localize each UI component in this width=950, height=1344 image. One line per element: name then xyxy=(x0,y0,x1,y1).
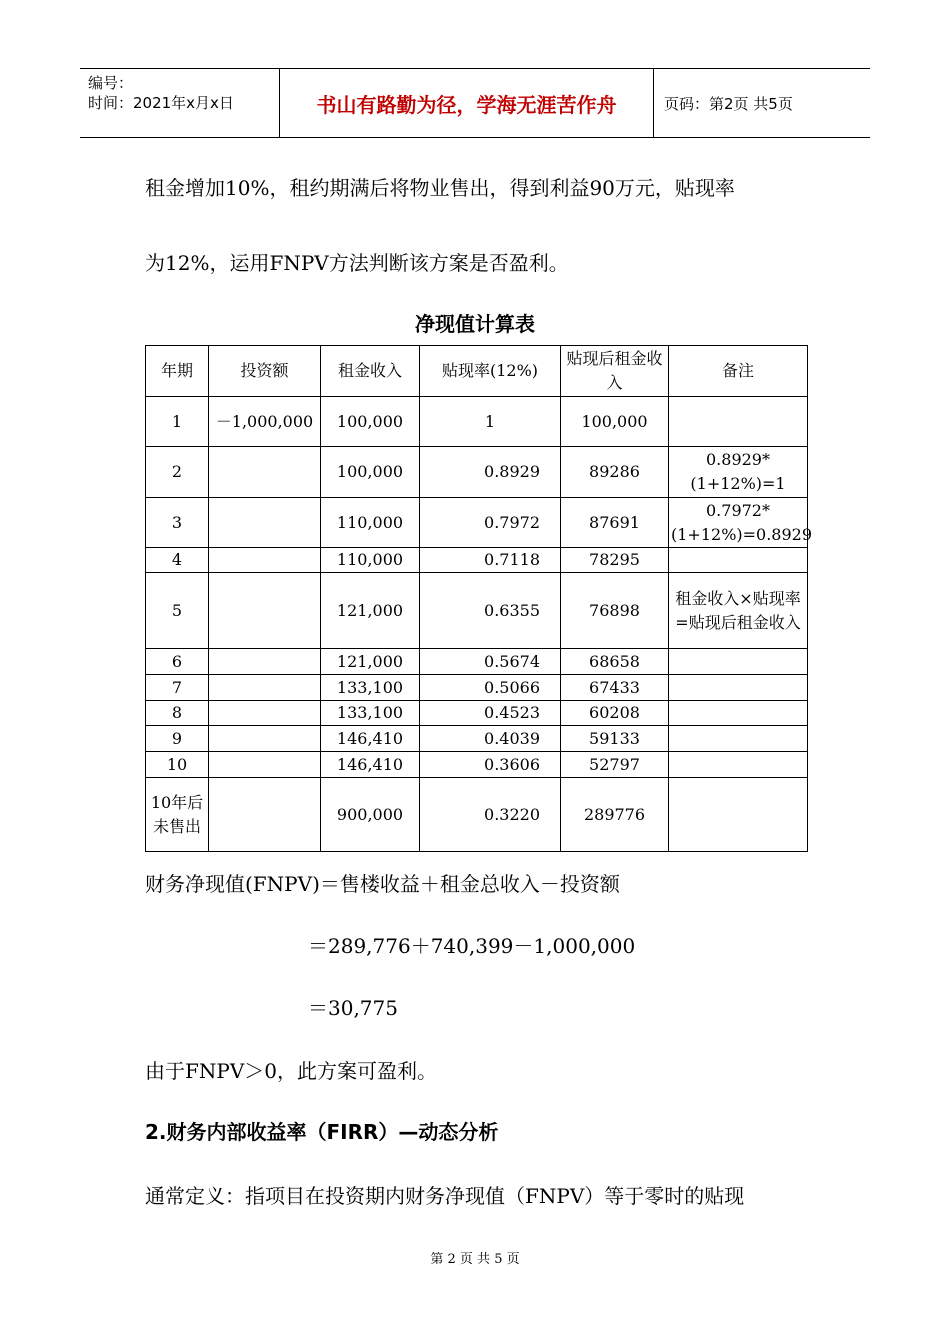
header-meta xyxy=(80,69,280,137)
cell-year: 1 xyxy=(146,397,209,447)
table-row xyxy=(146,573,808,649)
intro-line-2: 为12%，运用FNPV方法判断该方案是否盈利。 xyxy=(145,251,569,275)
cell-discounted: 68658 xyxy=(561,649,669,675)
cell-discounted: 76898 xyxy=(561,573,669,649)
table-header-row xyxy=(146,346,808,397)
cell-investment: －1,000,000 xyxy=(209,397,321,447)
cell-note xyxy=(669,675,808,701)
cell-year: 6 xyxy=(146,649,209,675)
cell-investment xyxy=(209,701,321,726)
cell-rate: 0.7118 xyxy=(420,548,561,573)
cell-investment xyxy=(209,726,321,752)
cell-rent: 146,410 xyxy=(321,726,420,752)
cell-investment xyxy=(209,649,321,675)
col-header-year: 年期 xyxy=(146,346,209,397)
col-header-discounted: 贴现后租金收入 xyxy=(561,346,669,397)
cell-rent: 110,000 xyxy=(321,548,420,573)
table-row xyxy=(146,726,808,752)
cell-rate: 0.3606 xyxy=(420,752,561,778)
cell-rent: 133,100 xyxy=(321,701,420,726)
cell-note: 0.7972*(1+12%)=0.8929 xyxy=(669,498,808,548)
cell-rate: 0.6355 xyxy=(420,573,561,649)
page-header xyxy=(80,68,870,138)
calc-line-2: ＝289,776＋740,399－1,000,000 xyxy=(308,934,636,958)
cell-note xyxy=(669,701,808,726)
conclusion: 由于FNPV＞0，此方案可盈利。 xyxy=(145,1059,438,1083)
cell-rate: 1 xyxy=(420,397,561,447)
cell-rent: 100,000 xyxy=(321,397,420,447)
cell-rate: 0.4039 xyxy=(420,726,561,752)
cell-discounted: 100,000 xyxy=(561,397,669,447)
header-page-code: 页码：第2页 共5页 xyxy=(664,94,793,113)
cell-note: 0.8929*(1+12%)=1 xyxy=(669,447,808,498)
cell-investment xyxy=(209,548,321,573)
cell-rate: 0.3220 xyxy=(420,778,561,852)
cell-note xyxy=(669,752,808,778)
section-heading: 2.财务内部收益率（FIRR）—动态分析 xyxy=(145,1120,499,1144)
cell-year: 7 xyxy=(146,675,209,701)
col-header-note: 备注 xyxy=(669,346,808,397)
cell-investment xyxy=(209,752,321,778)
cell-rent: 133,100 xyxy=(321,675,420,701)
cell-rate: 0.5674 xyxy=(420,649,561,675)
col-header-investment: 投资额 xyxy=(209,346,321,397)
table-row xyxy=(146,649,808,675)
cell-rent: 110,000 xyxy=(321,498,420,548)
table-row xyxy=(146,498,808,548)
cell-year: 4 xyxy=(146,548,209,573)
calc-line-3: ＝30,775 xyxy=(308,996,398,1020)
number-label: 编号： xyxy=(88,74,134,92)
calc-line-1: 财务净现值(FNPV)＝售楼收益＋租金总收入－投资额 xyxy=(145,872,620,896)
cell-rent: 100,000 xyxy=(321,447,420,498)
cell-note: 租金收入×贴现率=贴现后租金收入 xyxy=(669,573,808,649)
cell-investment xyxy=(209,675,321,701)
cell-rate: 0.5066 xyxy=(420,675,561,701)
cell-investment xyxy=(209,573,321,649)
col-header-rate: 贴现率(12%) xyxy=(420,346,561,397)
cell-rent: 146,410 xyxy=(321,752,420,778)
time-label: 时间：2021年x月x日 xyxy=(88,94,234,112)
cell-rent: 121,000 xyxy=(321,573,420,649)
cell-rent: 121,000 xyxy=(321,649,420,675)
cell-rate: 0.7972 xyxy=(420,498,561,548)
cell-note xyxy=(669,649,808,675)
npv-table xyxy=(145,345,813,852)
header-motto: 书山有路勤为径，学海无涯苦作舟 xyxy=(280,69,654,137)
cell-discounted: 89286 xyxy=(561,447,669,498)
cell-discounted: 59133 xyxy=(561,726,669,752)
page-footer: 第 2 页 共 5 页 xyxy=(430,1252,520,1267)
cell-investment xyxy=(209,498,321,548)
cell-discounted: 289776 xyxy=(561,778,669,852)
cell-note xyxy=(669,778,808,852)
cell-note xyxy=(669,548,808,573)
table-row xyxy=(146,447,808,498)
table-row xyxy=(146,752,808,778)
intro-line-1: 租金增加10%，租约期满后将物业售出，得到利益90万元，贴现率 xyxy=(145,176,735,200)
cell-discounted: 87691 xyxy=(561,498,669,548)
cell-year: 5 xyxy=(146,573,209,649)
cell-year: 10年后未售出 xyxy=(146,778,209,852)
table-row xyxy=(146,701,808,726)
cell-year: 8 xyxy=(146,701,209,726)
cell-rate: 0.4523 xyxy=(420,701,561,726)
col-header-rent: 租金收入 xyxy=(321,346,420,397)
cell-year: 3 xyxy=(146,498,209,548)
cell-investment xyxy=(209,447,321,498)
cell-year: 9 xyxy=(146,726,209,752)
table-row xyxy=(146,778,808,852)
cell-rent: 900,000 xyxy=(321,778,420,852)
table-row xyxy=(146,548,808,573)
cell-year: 2 xyxy=(146,447,209,498)
cell-discounted: 52797 xyxy=(561,752,669,778)
cell-note xyxy=(669,397,808,447)
definition-line: 通常定义：指项目在投资期内财务净现值（FNPV）等于零时的贴现 xyxy=(145,1184,745,1208)
table-row xyxy=(146,675,808,701)
cell-rate: 0.8929 xyxy=(420,447,561,498)
cell-discounted: 67433 xyxy=(561,675,669,701)
cell-discounted: 60208 xyxy=(561,701,669,726)
cell-note xyxy=(669,726,808,752)
cell-year: 10 xyxy=(146,752,209,778)
cell-discounted: 78295 xyxy=(561,548,669,573)
table-row xyxy=(146,397,808,447)
cell-investment xyxy=(209,778,321,852)
table-title: 净现值计算表 xyxy=(415,312,535,336)
